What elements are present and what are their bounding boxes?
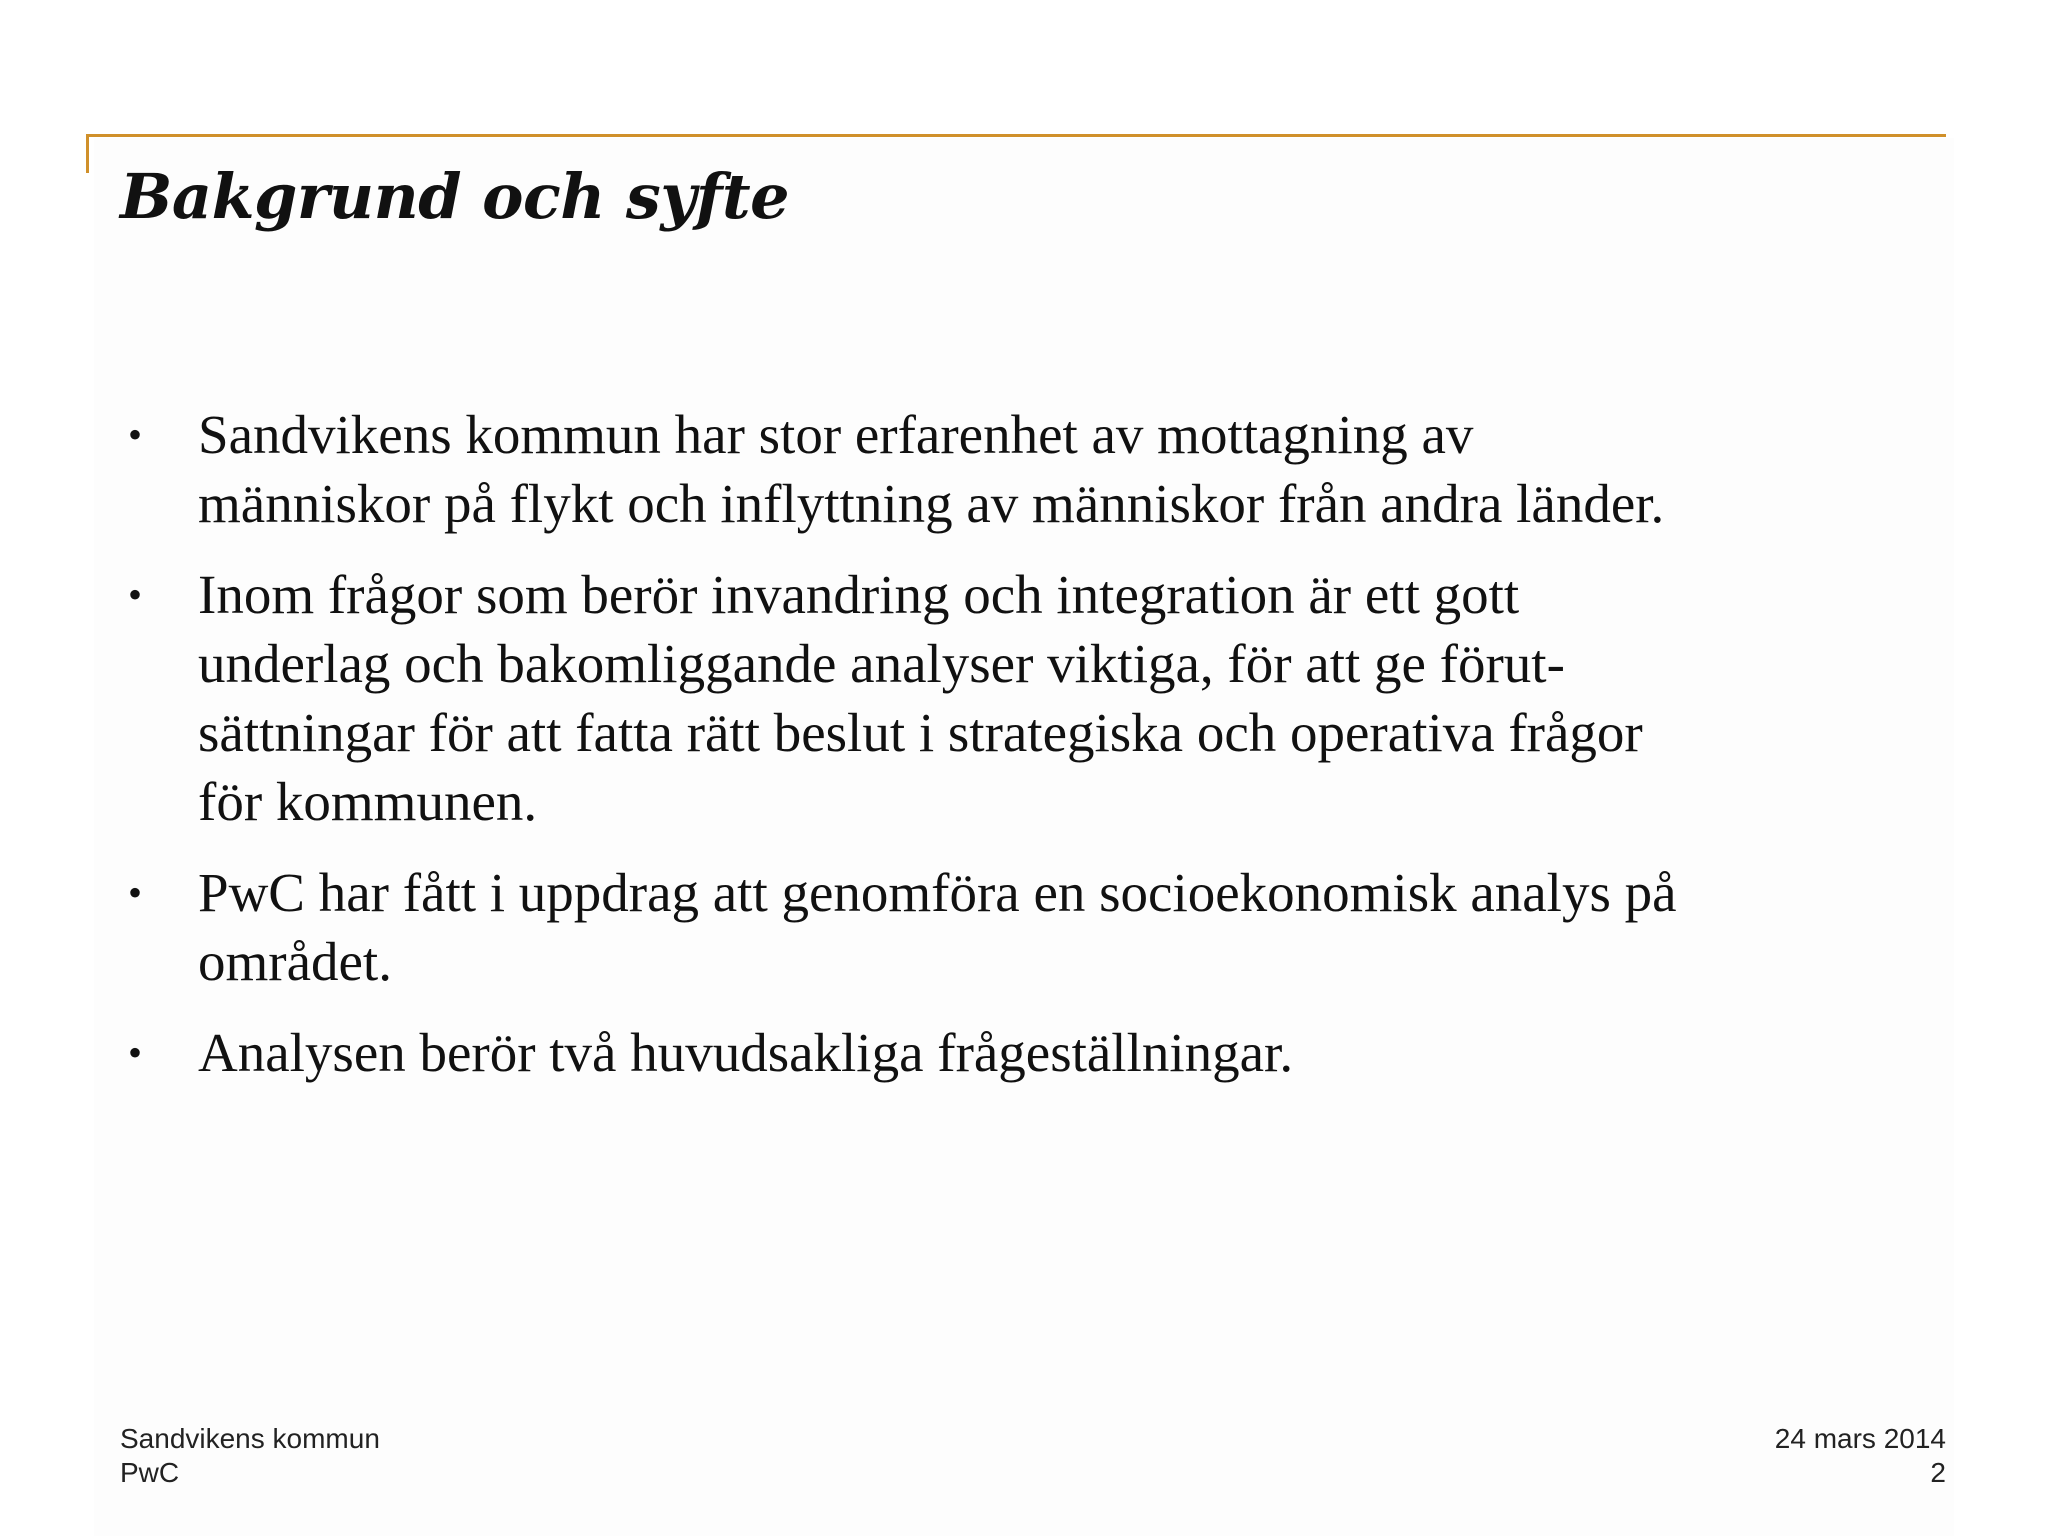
bullet-item <box>120 858 1920 996</box>
footer-organization: Sandvikens kommun <box>120 1423 380 1454</box>
bullet-line: området. <box>198 931 392 992</box>
bullet-item <box>120 560 1920 836</box>
title-rule-vertical <box>86 134 89 173</box>
slide-title: Bakgrund och syfte <box>120 160 790 233</box>
bullet-marker: • <box>127 870 142 915</box>
bullet-marker: • <box>127 412 142 457</box>
page-number: 2 <box>1930 1457 1946 1488</box>
bullet-line: underlag och bakomliggande analyser viktiga, för att ge förut- <box>198 633 1565 694</box>
footer-date: 24 mars 2014 <box>1774 1423 1946 1454</box>
bullet-line: sättningar för att fatta rätt beslut i strategiska och operativa frågor <box>198 702 1643 763</box>
bullet-line: Inom frågor som berör invandring och integration är ett gott <box>198 564 1520 625</box>
bullet-line: Sandvikens kommun har stor erfarenhet av mottagning av <box>198 404 1474 465</box>
bullet-line: Analysen berör två huvudsakliga frågeställningar. <box>198 1022 1294 1083</box>
bullet-line: för kommunen. <box>198 771 538 832</box>
bullet-marker: • <box>127 572 142 617</box>
bullet-item <box>120 1018 1920 1087</box>
title-rule-horizontal <box>86 134 1946 137</box>
bullet-item <box>120 400 1920 538</box>
footer-right <box>1775 1422 1946 1490</box>
bullet-line: PwC har fått i uppdrag att genomföra en socioekonomisk analys på <box>198 862 1677 923</box>
footer-company: PwC <box>120 1457 180 1488</box>
bullet-line: människor på flykt och inflyttning av människor från andra länder. <box>198 473 1665 534</box>
footer-left <box>120 1422 380 1490</box>
bullet-marker: • <box>127 1030 142 1075</box>
bullet-list <box>120 400 1920 1109</box>
